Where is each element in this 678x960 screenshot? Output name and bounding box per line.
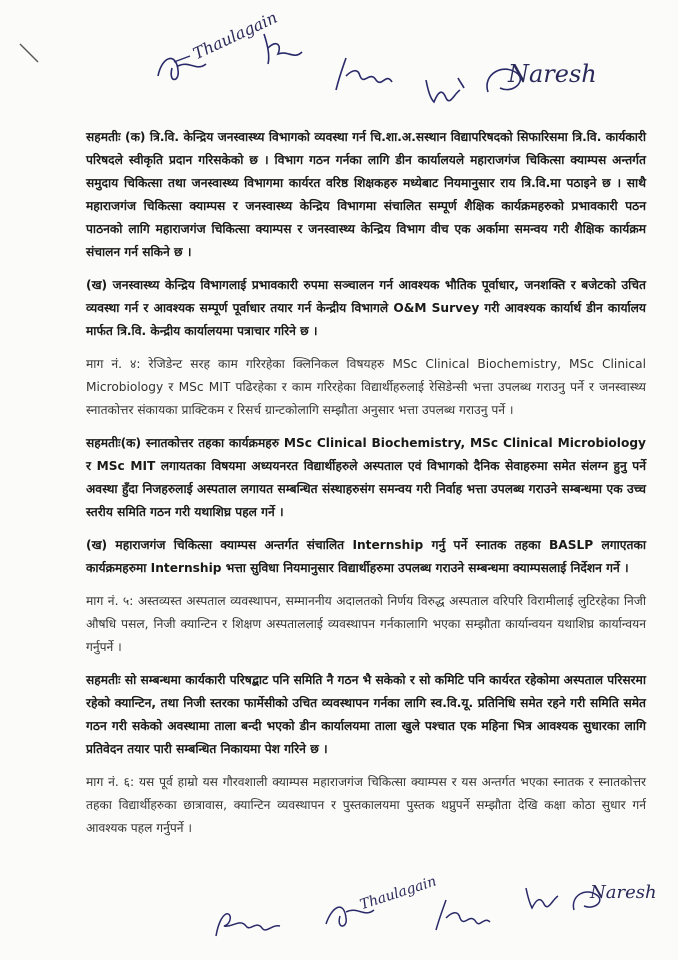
signature-thaulagain-bottom [320,873,439,940]
signature-naresh [478,52,618,108]
paragraph-demand-5: माग नं. ५: अस्तव्यस्त अस्पताल व्यवस्थापन, सम्माननीय अदालतको निर्णय विरुद्ध अस्पताल वरिपरि विरामीलाई लुटिरहेका निजी औषधि पसल, निजी क्यान्टिन र शिक्षण अस्पताललाई व्यवस्थापन गर्नकालागि भएका सम्झौता कार्यान्वयन यथाशिघ्र कार्यान्वयन गर्नुपर्ने । [86,594,646,654]
document-body [86,126,646,850]
signature-karn [330,52,410,102]
paragraph-demand-4: माग नं. ४: रेजिडेन्ट सरह काम गरिरहेका क्लिनिकल विषयहरु MSc Clinical Biochemistry, MSc Clinical Microbiology र MSc MIT पढिरहेका र काम गरिरहेका विद्यार्थीहरुलाई रेसिडेन्सी भत्ता उपलब्ध गराउनु पर्ने र जनस्वास्थ्य स्नातकोत्तर संकायका प्राक्टिकम र रिसर्च ग्रान्टकोलागि सम्झौता अनुसार भत्ता उपलब्ध गराउनु पर्ने । [86,357,646,417]
paragraph-agreement-demand-4-kha: (ख) महाराजगंज चिकित्सा क्याम्पस अन्तर्गत संचालित Internship गर्नु पर्ने स्नातक तहका BASLP लगाएतका कार्यक्रमहरुमा Internship भत्ता सुविधा नियमानुसार विद्यार्थीहरुमा उपलब्ध गराउने सम्बन्धमा क्याम्पसलाई निर्देशन गर्ने । [86,538,646,575]
signature-text: Naresh [508,60,597,88]
signature-text: Naresh [590,882,657,903]
signature-text: Thaulagain [358,873,439,914]
signature-mark-1 [258,30,308,70]
bottom-signatures [0,873,678,960]
paragraph-agreement-kha: (ख) जनस्वास्थ्य केन्द्रिय विभागलाई प्रभावकारी रुपमा सञ्चालन गर्न आवश्यक भौतिक पूर्वाधार, जनशक्ति र बजेटको उचित व्यवस्था गर्न र आवश्यक सम्पूर्ण पूर्वाधार तयार गर्न केन्द्रीय विभागले O&M Survey गरी आवश्यक कार्यार्थ डीन कार्यालय मार्फत त्रि.वि. केन्द्रीय कार्यालयमा पत्राचार गरिने छ । [86,278,646,338]
signature-mark-4 [520,880,570,916]
signature-mark-3 [210,906,290,946]
signature-naresh-bottom [568,880,668,920]
signature-thaulagain [150,7,281,92]
paragraph-demand-6: माग नं. ६: यस पूर्व हाम्रो यस गौरवशाली क्याम्पस महाराजगंज चिकित्सा क्याम्पस र यस अन्तर्गत भएका स्नातक र स्नातकोत्तर तहका विद्यार्थीहरुका छात्रावास, क्यान्टिन व्यवस्थापन र पुस्तकालयमा पुस्तक थप्नुपर्ने सम्झौता देखि कक्षा कोठा सुधार गर्न आवश्यक पहल गर्नुपर्ने । [86,775,646,835]
signature-karn-bottom [430,896,500,940]
signature-text: Thaulagain [190,7,281,64]
paragraph-agreement-ka: सहमतीः (क) त्रि.वि. केन्द्रिय जनस्वास्थ्य विभागको व्यवस्था गर्न चि.शा.अ.सस्थान विद्यापरिषदको सिफारिसमा त्रि.वि. कार्यकारी परिषदले स्वीकृति प्रदान गरिसकेको छ । विभाग गठन गर्नका लागि डीन कार्यालयले महाराजगंज चिकित्सा क्याम्पस अन्तर्गत समुदाय चिकित्सा तथा जनस्वास्थ्य विभागमा कार्यरत वरिष्ठ शिक्षकहरु मध्येबाट नियमानुसार राय त्रि.वि.मा पठाइने छ । साथै महाराजगंज चिकित्सा क्याम्पस र जनस्वास्थ्य केन्द्रिय विभागमा संचालित सम्पूर्ण शैक्षिक कार्यक्रमहरुको प्रभावकारी पठन पाठनको लागि महाराजगंज चिकित्सा क्याम्पस र जनस्वास्थ्य केन्द्रिय विभाग वीच एक अर्कामा समन्वय गरी शैक्षिक कार्यक्रम संचालन गर्न सकिने छ । [86,130,646,259]
paragraph-agreement-demand-4-ka: सहमतीः(क) स्नातकोत्तर तहका कार्यक्रमहरु MSc Clinical Biochemistry, MSc Clinical Microbiology र MSc MIT लगायतका विषयमा अध्ययनरत विद्यार्थीहरुले अस्पताल एवं विभागको दैनिक सेवाहरुमा समेत संलग्न हुनु पर्ने अवस्था हुँदा निजहरुलाई अस्पताल लगायत सम्बन्धित संस्थाहरुसंग समन्वय गरी निर्वाह भत्ता उपलब्ध गराउने सम्बन्धमा एक उच्च स्तरीय समिति गठन गरी यथाशिघ्र पहल गर्ने । [86,436,646,519]
paragraph-agreement-demand-5: सहमतीः सो सम्बन्धमा कार्यकारी परिषद्बाट पनि समिति नै गठन भै सकेको र सो कमिटि पनि कार्यरत रहेकोमा अस्पताल परिसरमा रहेको क्यान्टिन, तथा निजी स्तरका फार्मेसीको उचित व्यवस्थापन गर्नका लागि स्व.वि.यू. प्रतिनिधि समेत रहने गरी समिति समेत गठन गरी सकेको अवस्थामा ताला बन्दी भएको डीन कार्यालयमा ताला खुले पश्चात एक महिना भित्र आवश्यक सुधारका लागि प्रतिवेदन तयार पारी सम्बन्धित निकायमा पेश गरिने छ । [86,673,646,756]
signature-mark-2 [420,70,480,110]
top-signatures [0,0,678,120]
